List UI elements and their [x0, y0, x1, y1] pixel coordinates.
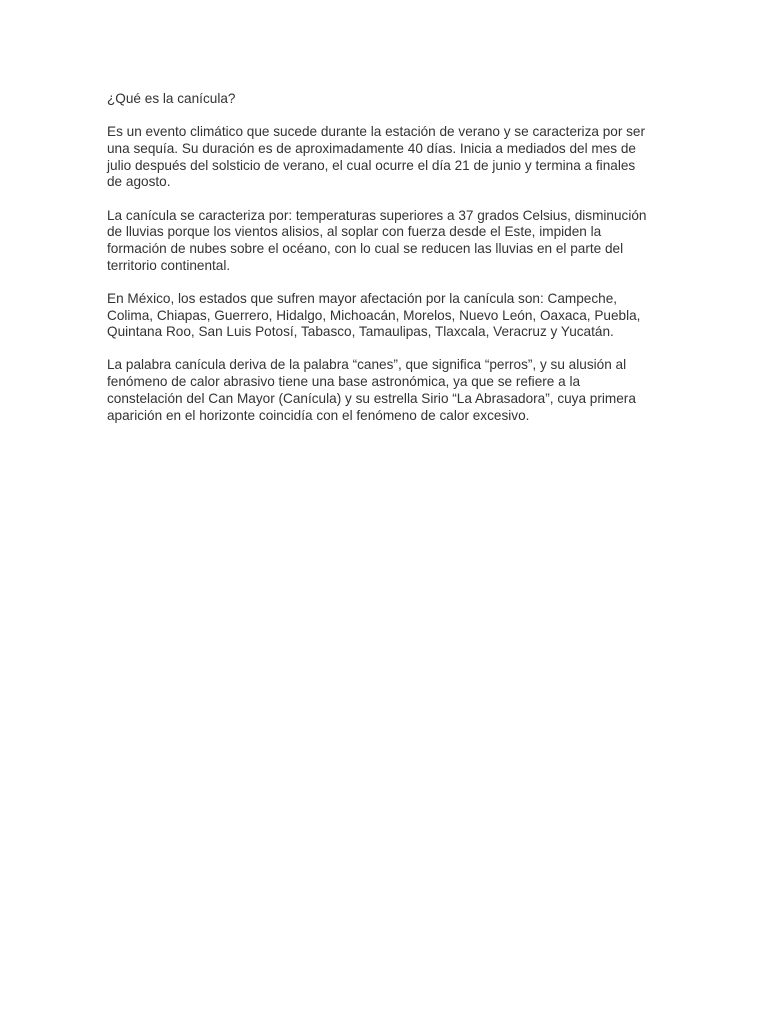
paragraph-line: fenómeno de calor abrasivo tiene una base astronómica, ya que se refiere a la	[107, 374, 581, 390]
paragraph-line: formación de nubes sobre el océano, con lo cual se reducen las lluvias en el parte del	[107, 240, 624, 256]
paragraph-line: Es un evento climático que sucede durante la estación de verano y se caracteriza por ser	[107, 124, 646, 140]
paragraph-etymology	[107, 357, 647, 424]
paragraph-line: constelación del Can Mayor (Canícula) y su estrella Sirio “La Abrasadora”, cuya primera	[107, 390, 636, 406]
paragraph-line: Colima, Chiapas, Guerrero, Hidalgo, Michoacán, Morelos, Nuevo León, Oaxaca, Puebla,	[107, 307, 641, 323]
paragraph-definition	[107, 124, 647, 191]
paragraph-line: de agosto.	[107, 174, 171, 190]
paragraph-affected-states	[107, 291, 647, 341]
title-line: ¿Qué es la canícula?	[107, 91, 236, 106]
document-body	[107, 91, 647, 441]
paragraph-line: julio después del solsticio de verano, el cual ocurre el día 21 de junio y termina a finales	[107, 157, 636, 173]
paragraph-line: aparición en el horizonte coincidía con el fenómeno de calor excesivo.	[107, 407, 530, 423]
document-title	[107, 91, 647, 108]
paragraph-characteristics	[107, 208, 647, 275]
paragraph-line: territorio continental.	[107, 257, 231, 273]
paragraph-line: En México, los estados que sufren mayor afectación por la canícula son: Campeche,	[107, 290, 618, 306]
paragraph-line: de lluvias porque los vientos alisios, al soplar con fuerza desde el Este, impiden la	[107, 224, 602, 240]
paragraph-line: Quintana Roo, San Luis Potosí, Tabasco, Tamaulipas, Tlaxcala, Veracruz y Yucatán.	[107, 324, 614, 340]
paragraph-line: una sequía. Su duración es de aproximadamente 40 días. Inicia a mediados del mes de	[107, 140, 636, 156]
paragraph-line: La palabra canícula deriva de la palabra “canes”, que significa “perros”, y su alusión al	[107, 357, 627, 373]
paragraph-line: La canícula se caracteriza por: temperaturas superiores a 37 grados Celsius, disminución	[107, 207, 647, 223]
